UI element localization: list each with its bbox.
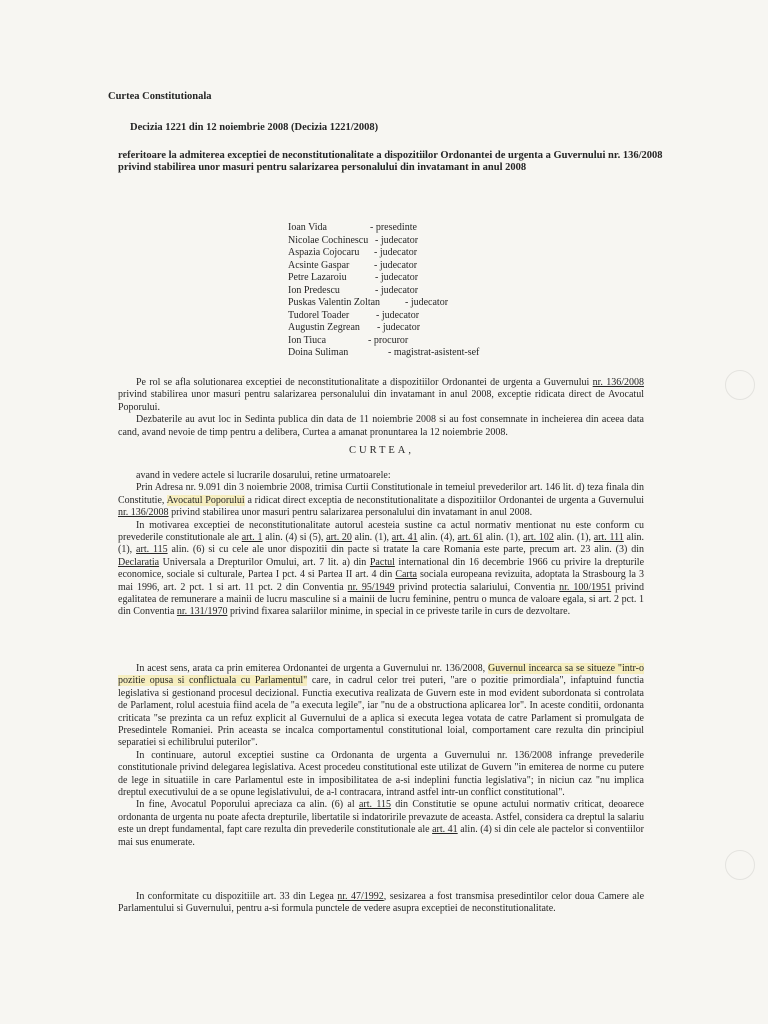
text: alin. (6) si cu cele ale unor dispozitii din pacte si tratate la care Romania este parte, precum art. 23 alin. (3) din [167, 544, 644, 556]
intro-paragraph: Dezbaterile au avut loc in Sedinta publica din data de 11 noiembrie 2008 si au fost consemnate in incheierea din aceea data cand, avand nevoie de timp pentru a delibera, Curtea a amanat pronuntarea la 12 noiembrie 2008. [118, 414, 644, 438]
panel-row [288, 310, 479, 323]
text: alin. (1), [553, 532, 594, 544]
panel-name: Nicolae Cochinescu [288, 234, 369, 246]
decision-subject: referitoare la admiterea exceptiei de neconstitutionalitate a dispozitiilor Ordonantei de urgenta a Guvernului nr. 136/2008 privind stabilirea unor masuri pentru salarizarea personalului din invatamant in anul 2008 [118, 150, 663, 173]
law-link[interactable]: art. 41 [391, 532, 418, 544]
text: a ridicat direct exceptia de neconstitutionalitate a dispozitiilor Ordonantei de urgenta a Guvernului [244, 494, 644, 506]
panel-row [288, 235, 479, 248]
panel-name: Augustin Zegrean [288, 322, 360, 333]
body-paragraph [118, 799, 644, 849]
text: , sesizarea a fost transmisa presedintilor celor doua Camere ale Parlamentului si Guvernului, pentru a-si formula punctele de vedere asupra exceptiei de neconstitutionalitate. [118, 891, 645, 915]
panel-role: - magistrat-asistent-sef [388, 347, 480, 358]
panel-role: - judecator [375, 272, 419, 283]
text: alin. (4) si din cele ale pactelor si conventiilor mai sus enumerate. [118, 824, 644, 848]
text: alin. (4), [417, 532, 458, 544]
law-link[interactable]: Declaratia [118, 556, 160, 568]
text: care, in cadrul celor trei puteri, "are o pozitie primordiala", infaptuind functia legislativa si gestionand procesul decizional. Functia executiva realizata de Guvern este in mod evident subordonata si controlata de Parlament, rolul acestuia fiind acela de "a executa legile", iar "nu de a obstructiona aplicarea lor". In aceste conditii, ordonanta criticata "se prezinta ca un refuz explicit al Guvernului de a aplica si executa legea votata de catre Parlament si promulgata de Presedintele Romaniei. Prin aceasta se incalca comportamentul constitutional loial, comportament care rezulta din principiul separatiei si echilibrului puterilor". [118, 675, 644, 749]
panel-name: Acsinte Gaspar [288, 259, 350, 271]
law-link[interactable]: Carta [395, 569, 417, 581]
panel-role: - procuror [368, 334, 409, 346]
panel-row [288, 285, 479, 298]
panel-role: - judecator [374, 247, 418, 258]
panel-role: - judecator [374, 259, 418, 271]
highlighted-text: Avocatul Poporului [166, 494, 245, 506]
body-section-3 [118, 891, 644, 916]
text: privind egalitatea de remunerare a mainii de lucru masculine si a mainii de lucru feminine, pentru o munca de valoare egala, si art. 2 pct. 1 din Conventia [118, 581, 645, 618]
law-link[interactable]: art. 20 [326, 532, 352, 544]
text: privind protectia salariului, Conventia [394, 581, 560, 593]
curtea-heading: CURTEA, [349, 445, 414, 456]
panel-role: - judecator [377, 322, 421, 333]
text: In motivarea exceptiei de neconstitutionalitate autorul acesteia sustine ca actul normativ mentionat nu este conform cu prevederile constitutionale ale [118, 519, 644, 544]
law-link[interactable]: art. 102 [523, 532, 554, 544]
law-link[interactable]: art. 115 [358, 799, 391, 811]
text: In fine, Avocatul Poporului apreciaza ca alin. (6) al [136, 799, 359, 811]
text: alin. (1), [351, 532, 392, 544]
text: In acest sens, arata ca prin emiterea Ordonantei de urgenta a Guvernului nr. 136/2008, [136, 663, 488, 674]
law-link[interactable]: nr. 136/2008 [592, 377, 644, 388]
law-link[interactable]: nr. 136/2008 [118, 507, 169, 519]
text: din Constitutie se opune actului normativ criticat, deoarece ordonanta de urgenta nu poate afecta drepturile, libertatile si indatoririle prevazute de aceasta. Astfel, considera ca dreptul la salariu este un drept fundamental, fapt care rezulta din prevederile constitutionale ale [118, 799, 644, 836]
decision-title: Decizia 1221 din 12 noiembrie 2008 (Decizia 1221/2008) [130, 122, 379, 133]
text: Prin Adresa nr. 9.091 din 3 noiembrie 2008, trimisa Curtii Constitutionale in temeiul prevederilor art. 146 lit. d) teza finala din Constitutie, [118, 482, 644, 506]
punch-hole-mark [725, 370, 755, 400]
law-link[interactable]: art. 111 [593, 532, 624, 544]
text: privind fixarea salariilor minime, in special in ce priveste tarile in curs de dezvoltare. [227, 606, 571, 618]
panel-name: Ion Tiuca [288, 334, 327, 346]
law-link[interactable]: nr. 131/1970 [176, 606, 228, 618]
intro-section [118, 377, 644, 439]
panel-name: Ion Predescu [288, 284, 340, 296]
panel-name: Doina Suliman [288, 347, 349, 358]
body-paragraph: avand in vedere actele si lucrarile dosarului, retine urmatoarele: [136, 470, 391, 481]
court-name: Curtea Constitutionala [108, 91, 212, 102]
law-link[interactable]: art. 115 [136, 544, 168, 556]
judges-panel [288, 222, 479, 360]
law-link[interactable]: art. 61 [457, 532, 484, 544]
body-section [118, 470, 644, 619]
panel-role: - judecator [375, 234, 419, 246]
panel-row [288, 272, 479, 285]
body-paragraph [118, 520, 644, 619]
panel-row [288, 322, 479, 335]
body-paragraph: In continuare, autorul exceptiei sustine ca Ordonanta de urgenta a Guvernului nr. 136/2008 infrange prevederile constitutionale privind delegarea legislativa. Acest procedeu constitutional este utilizat de Guvern "in emiterea de norme cu putere de lege in situatiile in care Parlamentul este in imposibilitatea de a-si indeplini functia legislativa"; in niciun caz "nu implica dreptul executivului de a se opune legislativului, de a-l contracara, intrand astfel intr-un conflict constitutional". [118, 749, 644, 799]
panel-role: - judecator [375, 284, 419, 296]
text: alin. (1), [118, 532, 644, 556]
panel-row [288, 335, 479, 348]
panel-role: - judecator [405, 297, 449, 308]
panel-name: Aspazia Cojocaru [288, 247, 360, 258]
body-section-2 [118, 663, 644, 849]
body-paragraph [118, 891, 644, 916]
panel-name: Puskas Valentin Zoltan [288, 297, 381, 308]
law-link[interactable]: nr. 47/1992 [337, 891, 384, 902]
panel-name: Petre Lazaroiu [288, 272, 347, 283]
punch-hole-mark [725, 850, 755, 880]
text: alin. (1), [483, 532, 524, 544]
body-paragraph [118, 663, 644, 750]
law-link[interactable]: Pactul [369, 556, 395, 568]
panel-row [288, 247, 479, 260]
panel-name: Ioan Vida [288, 222, 327, 233]
text: alin. (4) si (5), [262, 532, 327, 544]
highlighted-text: Guvernul incearca sa se situeze "intr-o pozitie opusa si conflictuala cu Parlamentul" [118, 663, 645, 687]
text: privind stabilirea unor masuri pentru salarizarea personalului din invatamant in anul 2008, exceptie ridicata direct de Avocatul Poporului. [118, 389, 644, 413]
text: international din 16 decembrie 1966 cu privire la drepturile economice, sociale si culturale, Partea I pct. 4 si Partea II art. 4 din [118, 556, 645, 581]
intro-paragraph [118, 377, 644, 414]
panel-role: - judecator [376, 309, 420, 321]
text: Universala a Drepturilor Omului, art. 7 lit. a) din [159, 556, 370, 568]
text: sociala europeana revizuita, adoptata la Strasbourg la 3 mai 1996, art. 2 pct. 1 si art. 11 pct. 2 din Conventia [118, 569, 644, 593]
panel-role: - presedinte [370, 222, 417, 233]
law-link[interactable]: art. 1 [241, 532, 263, 544]
text: Pe rol se afla solutionarea exceptiei de neconstitutionalitate a dispozitiilor Ordonantei de urgenta a Guvernului [136, 377, 593, 388]
panel-row [288, 347, 479, 360]
panel-row [288, 297, 479, 310]
body-paragraph [118, 482, 644, 519]
panel-row [288, 222, 479, 235]
panel-name: Tudorel Toader [288, 309, 350, 321]
law-link[interactable]: nr. 95/1949 [347, 581, 395, 593]
text: In conformitate cu dispozitiile art. 33 din Legea [136, 891, 338, 902]
panel-row [288, 260, 479, 273]
law-link[interactable]: art. 41 [432, 824, 458, 836]
law-link[interactable]: nr. 100/1951 [559, 581, 612, 593]
text: privind stabilirea unor masuri pentru salarizarea personalului din invatamant in anul 2008. [168, 507, 533, 519]
